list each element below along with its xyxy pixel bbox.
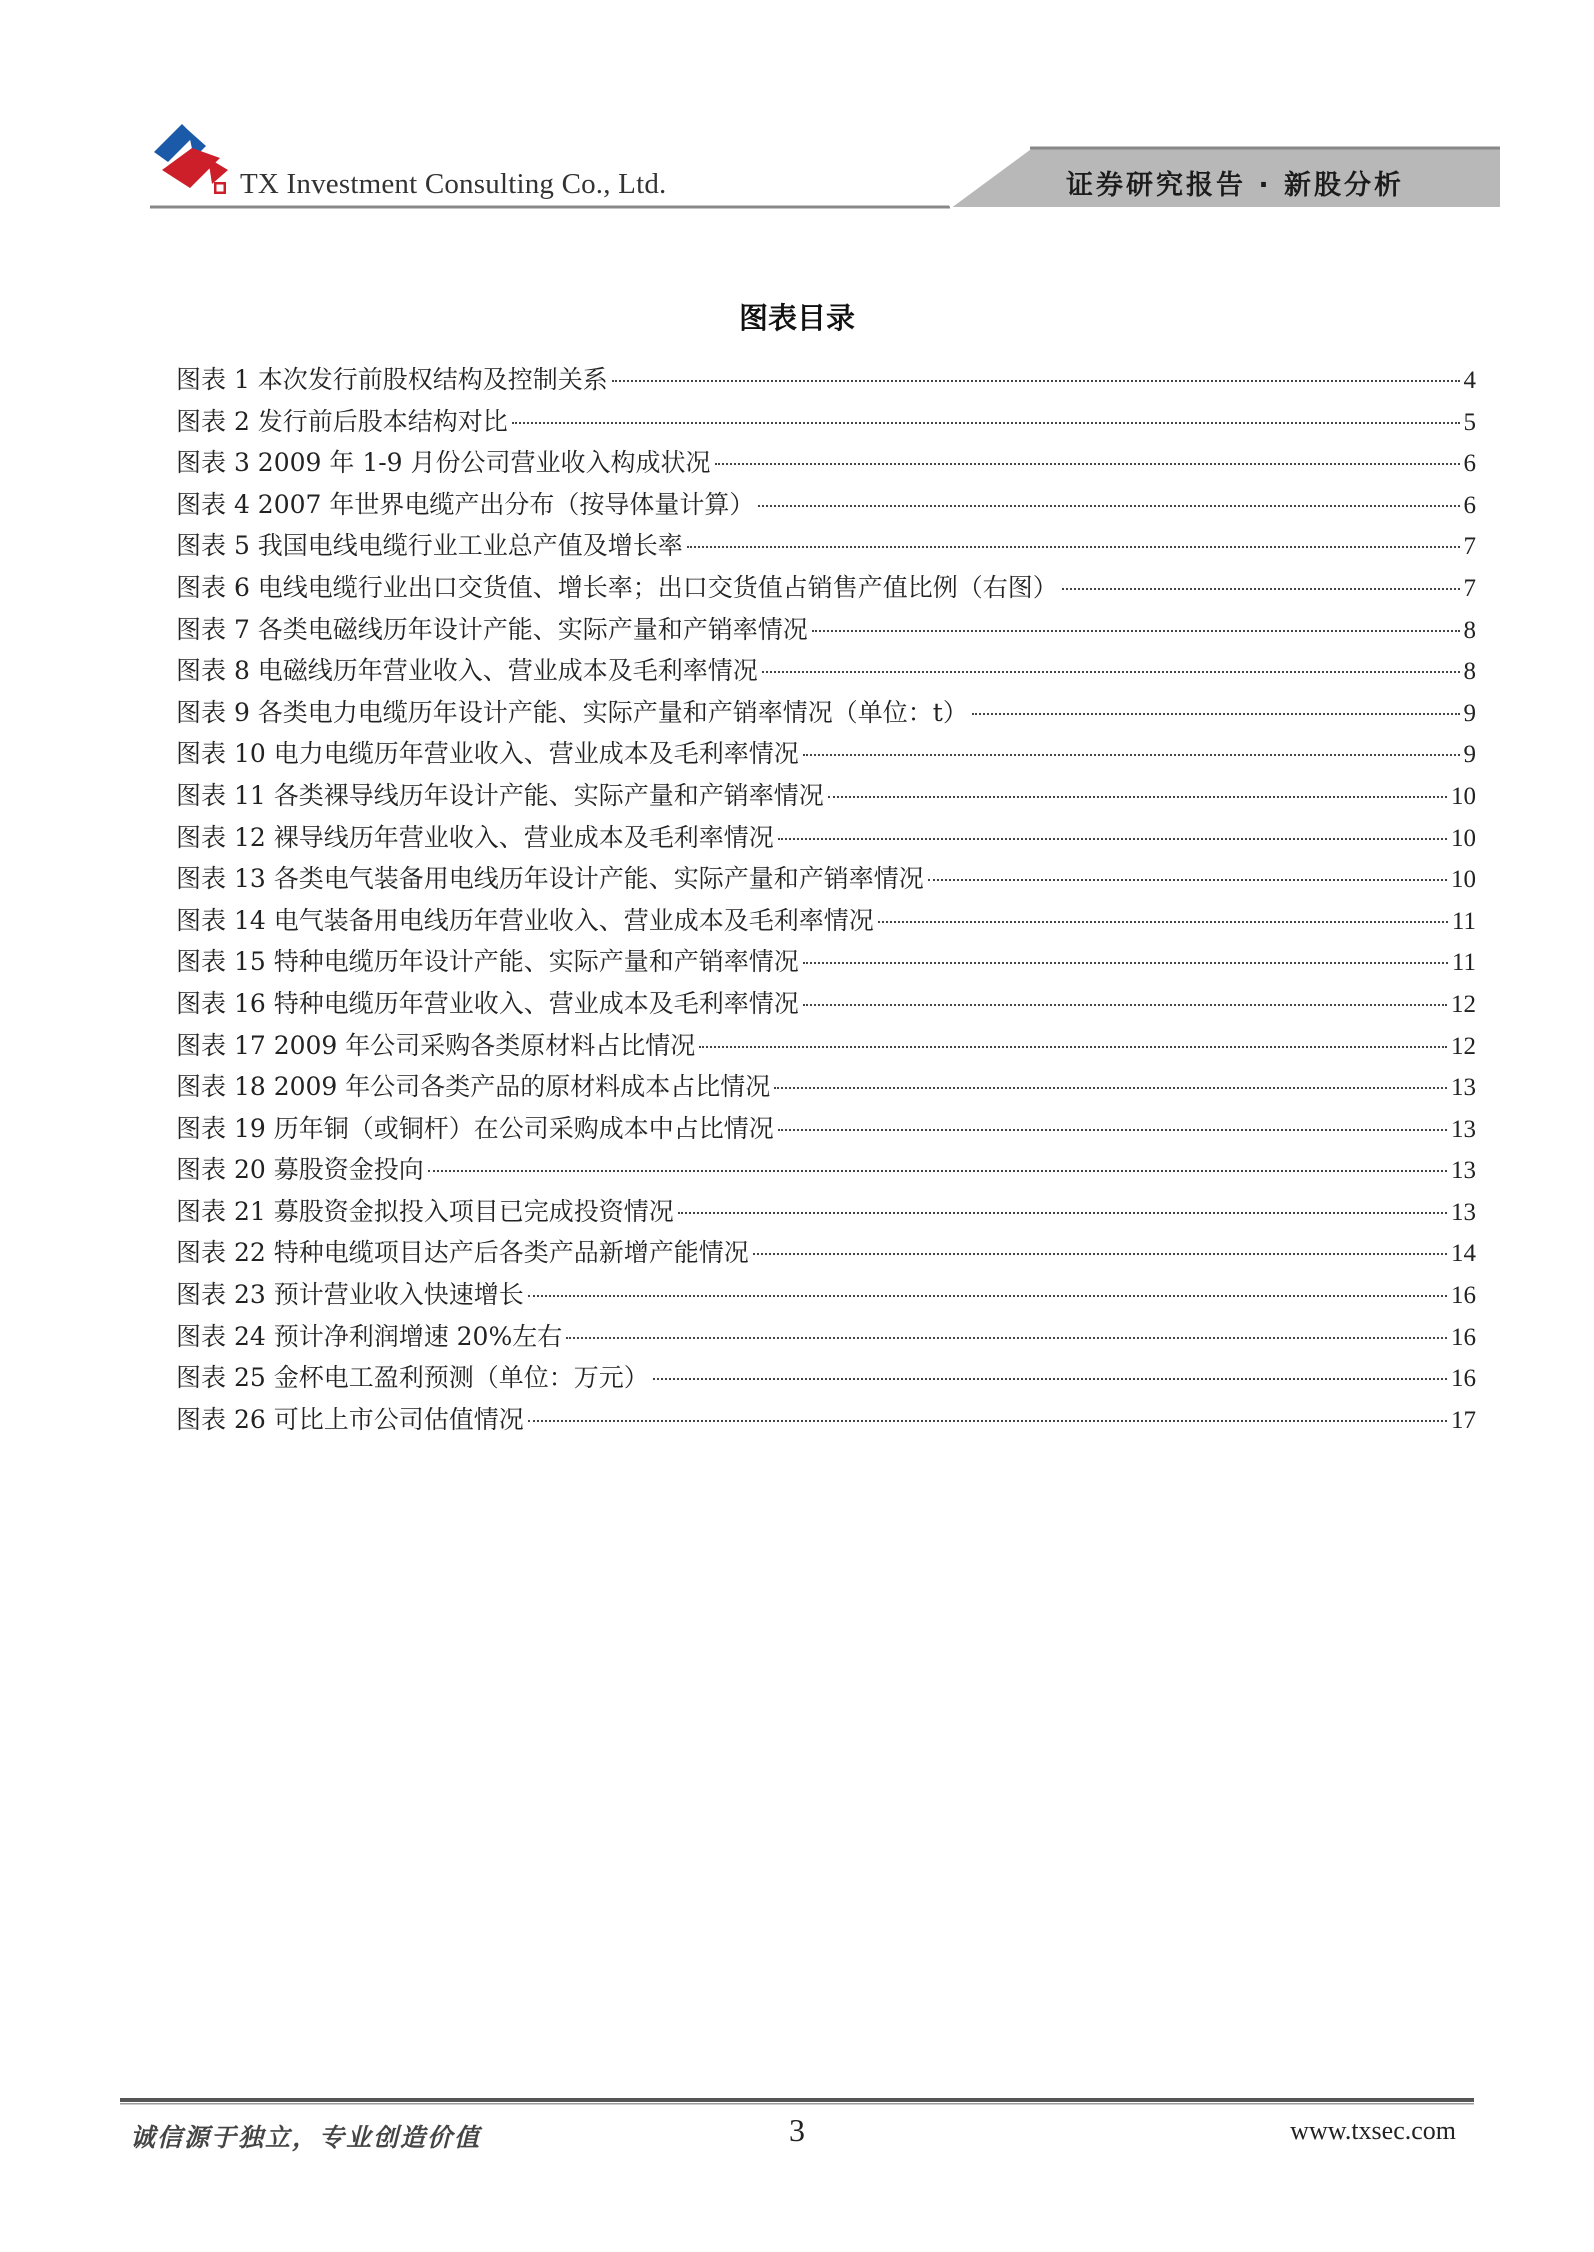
toc-entry-label: 图表 25 金杯电工盈利预测（单位：万元） bbox=[176, 1363, 649, 1393]
toc-entry[interactable] bbox=[176, 485, 1476, 527]
toc-entry-label: 图表 19 历年铜（或铜杆）在公司采购成本中占比情况 bbox=[176, 1113, 774, 1143]
company-name: TX Investment Consulting Co., Ltd. bbox=[240, 168, 667, 200]
toc-leader-dots bbox=[812, 630, 1460, 632]
toc-leader-dots bbox=[428, 1170, 1447, 1172]
toc-entry-label: 图表 1 本次发行前股权结构及控制关系 bbox=[176, 365, 608, 394]
toc-entry-page: 14 bbox=[1451, 1240, 1476, 1268]
toc-leader-dots bbox=[528, 1295, 1447, 1297]
toc-entry-label: 图表 22 特种电缆项目达产后各类产品新增产能情况 bbox=[176, 1238, 749, 1268]
toc-entry-label: 图表 18 2009 年公司各类产品的原材料成本占比情况 bbox=[176, 1072, 771, 1102]
toc-entry-label: 图表 8 电磁线历年营业收入、营业成本及毛利率情况 bbox=[176, 656, 758, 686]
toc-entry-label: 图表 17 2009 年公司采购各类原材料占比情况 bbox=[176, 1030, 696, 1060]
toc-entry-page: 16 bbox=[1451, 1282, 1476, 1310]
toc-entry-page: 10 bbox=[1451, 866, 1476, 894]
toc-leader-dots bbox=[972, 713, 1460, 715]
toc-entry-page: 12 bbox=[1451, 990, 1476, 1018]
toc-entry-label: 图表 26 可比上市公司估值情况 bbox=[176, 1404, 524, 1434]
toc-entry-page: 7 bbox=[1463, 574, 1476, 602]
toc-entry-label: 图表 23 预计营业收入快速增长 bbox=[176, 1280, 524, 1310]
toc-entry-label: 图表 15 特种电缆历年设计产能、实际产量和产销率情况 bbox=[176, 947, 799, 977]
toc-entry[interactable] bbox=[176, 1150, 1476, 1192]
toc-entry-label: 图表 11 各类裸导线历年设计产能、实际产量和产销率情况 bbox=[176, 780, 824, 810]
toc-entry-label: 图表 6 电线电缆行业出口交货值、增长率；出口交货值占销售产值比例（右图） bbox=[176, 572, 1058, 602]
toc-entry-page: 4 bbox=[1463, 367, 1476, 394]
toc-entry-page: 13 bbox=[1451, 1074, 1476, 1102]
toc-leader-dots bbox=[528, 1420, 1447, 1422]
toc-entry[interactable] bbox=[176, 1067, 1476, 1109]
toc-leader-dots bbox=[512, 422, 1460, 424]
toc-leader-dots bbox=[753, 1253, 1447, 1255]
toc-entry[interactable] bbox=[176, 1026, 1476, 1068]
toc-entry-label: 图表 21 募股资金拟投入项目已完成投资情况 bbox=[176, 1196, 674, 1226]
toc-entry-page: 9 bbox=[1463, 699, 1476, 727]
toc-leader-dots bbox=[653, 1378, 1447, 1380]
toc-leader-dots bbox=[1062, 588, 1460, 590]
toc-entry-page: 8 bbox=[1463, 658, 1476, 686]
toc-entry-page: 6 bbox=[1463, 491, 1476, 519]
toc-entry[interactable] bbox=[176, 1317, 1476, 1359]
toc-entry[interactable] bbox=[176, 734, 1476, 776]
toc-entry[interactable] bbox=[176, 984, 1476, 1026]
toc-entry-page: 9 bbox=[1463, 741, 1476, 769]
toc-entry-page: 16 bbox=[1451, 1323, 1476, 1351]
toc-list bbox=[176, 360, 1476, 1441]
toc-leader-dots bbox=[803, 754, 1460, 756]
toc-entry-label: 图表 16 特种电缆历年营业收入、营业成本及毛利率情况 bbox=[176, 988, 799, 1018]
toc-leader-dots bbox=[878, 921, 1448, 923]
toc-entry-page: 13 bbox=[1451, 1157, 1476, 1185]
toc-entry[interactable] bbox=[176, 1275, 1476, 1317]
toc-entry-label: 图表 10 电力电缆历年营业收入、营业成本及毛利率情况 bbox=[176, 739, 799, 769]
toc-entry[interactable] bbox=[176, 818, 1476, 860]
footer-slogan: 诚信源于独立，专业创造价值 bbox=[130, 2123, 482, 2152]
toc-entry[interactable] bbox=[176, 1358, 1476, 1400]
toc-leader-dots bbox=[612, 380, 1460, 382]
toc-entry-page: 11 bbox=[1451, 907, 1476, 935]
toc-entry[interactable] bbox=[176, 402, 1476, 444]
toc-leader-dots bbox=[803, 1004, 1447, 1006]
toc-entry[interactable] bbox=[176, 1109, 1476, 1151]
page-header bbox=[0, 0, 1594, 230]
toc-leader-dots bbox=[678, 1212, 1447, 1214]
footer-url[interactable]: www.txsec.com bbox=[1290, 2116, 1456, 2145]
toc-entry-page: 5 bbox=[1463, 408, 1476, 436]
toc-entry[interactable] bbox=[176, 360, 1476, 402]
toc-leader-dots bbox=[778, 838, 1447, 840]
toc-entry-page: 6 bbox=[1463, 450, 1476, 478]
toc-entry-label: 图表 3 2009 年 1-9 月份公司营业收入构成状况 bbox=[176, 448, 711, 478]
toc-entry[interactable] bbox=[176, 693, 1476, 735]
toc-leader-dots bbox=[687, 546, 1460, 548]
toc-entry-page: 12 bbox=[1451, 1032, 1476, 1060]
toc-leader-dots bbox=[828, 796, 1447, 798]
toc-entry-page: 17 bbox=[1451, 1406, 1476, 1434]
toc-entry[interactable] bbox=[176, 610, 1476, 652]
toc-entry-label: 图表 9 各类电力电缆历年设计产能、实际产量和产销率情况（单位：t） bbox=[176, 697, 968, 727]
toc-entry[interactable] bbox=[176, 1192, 1476, 1234]
toc-entry-label: 图表 13 各类电气装备用电线历年设计产能、实际产量和产销率情况 bbox=[176, 864, 924, 894]
toc-leader-dots bbox=[928, 879, 1447, 881]
toc-entry[interactable] bbox=[176, 859, 1476, 901]
toc-entry-label: 图表 2 发行前后股本结构对比 bbox=[176, 406, 508, 436]
report-type-title: 证券研究报告 · 新股分析 bbox=[1065, 170, 1405, 201]
toc-entry[interactable] bbox=[176, 901, 1476, 943]
toc-entry-page: 7 bbox=[1463, 533, 1476, 561]
toc-entry-label: 图表 5 我国电线电缆行业工业总产值及增长率 bbox=[176, 531, 683, 561]
page-number: 3 bbox=[789, 2112, 805, 2148]
toc-entry[interactable] bbox=[176, 568, 1476, 610]
toc-entry[interactable] bbox=[176, 942, 1476, 984]
toc-leader-dots bbox=[566, 1337, 1447, 1339]
toc-leader-dots bbox=[803, 962, 1448, 964]
toc-entry-page: 13 bbox=[1451, 1115, 1476, 1143]
toc-entry-page: 10 bbox=[1451, 824, 1476, 852]
toc-leader-dots bbox=[699, 1046, 1447, 1048]
toc-leader-dots bbox=[762, 671, 1460, 673]
toc-entry-label: 图表 20 募股资金投向 bbox=[176, 1155, 424, 1185]
toc-entry-page: 11 bbox=[1451, 949, 1476, 977]
footer-divider bbox=[120, 2098, 1474, 2105]
toc-entry[interactable] bbox=[176, 651, 1476, 693]
toc-entry-label: 图表 4 2007 年世界电缆产出分布（按导体量计算） bbox=[176, 489, 755, 519]
toc-entry[interactable] bbox=[176, 1400, 1476, 1442]
toc-entry[interactable] bbox=[176, 776, 1476, 818]
toc-leader-dots bbox=[715, 463, 1460, 465]
toc-entry[interactable] bbox=[176, 1233, 1476, 1275]
toc-entry-label: 图表 7 各类电磁线历年设计产能、实际产量和产销率情况 bbox=[176, 614, 808, 644]
toc-title: 图表目录 bbox=[738, 301, 855, 335]
toc-entry-page: 10 bbox=[1451, 782, 1476, 810]
toc-entry[interactable] bbox=[176, 443, 1476, 485]
toc-entry-page: 8 bbox=[1463, 616, 1476, 644]
toc-leader-dots bbox=[774, 1087, 1447, 1089]
toc-entry-label: 图表 12 裸导线历年营业收入、营业成本及毛利率情况 bbox=[176, 822, 774, 852]
toc-entry-page: 13 bbox=[1451, 1198, 1476, 1226]
toc-entry-label: 图表 24 预计净利润增速 20%左右 bbox=[176, 1321, 563, 1351]
toc-entry-label: 图表 14 电气装备用电线历年营业收入、营业成本及毛利率情况 bbox=[176, 905, 874, 935]
toc-entry[interactable] bbox=[176, 526, 1476, 568]
toc-leader-dots bbox=[758, 505, 1459, 507]
toc-leader-dots bbox=[778, 1129, 1447, 1131]
toc-entry-page: 16 bbox=[1451, 1365, 1476, 1393]
